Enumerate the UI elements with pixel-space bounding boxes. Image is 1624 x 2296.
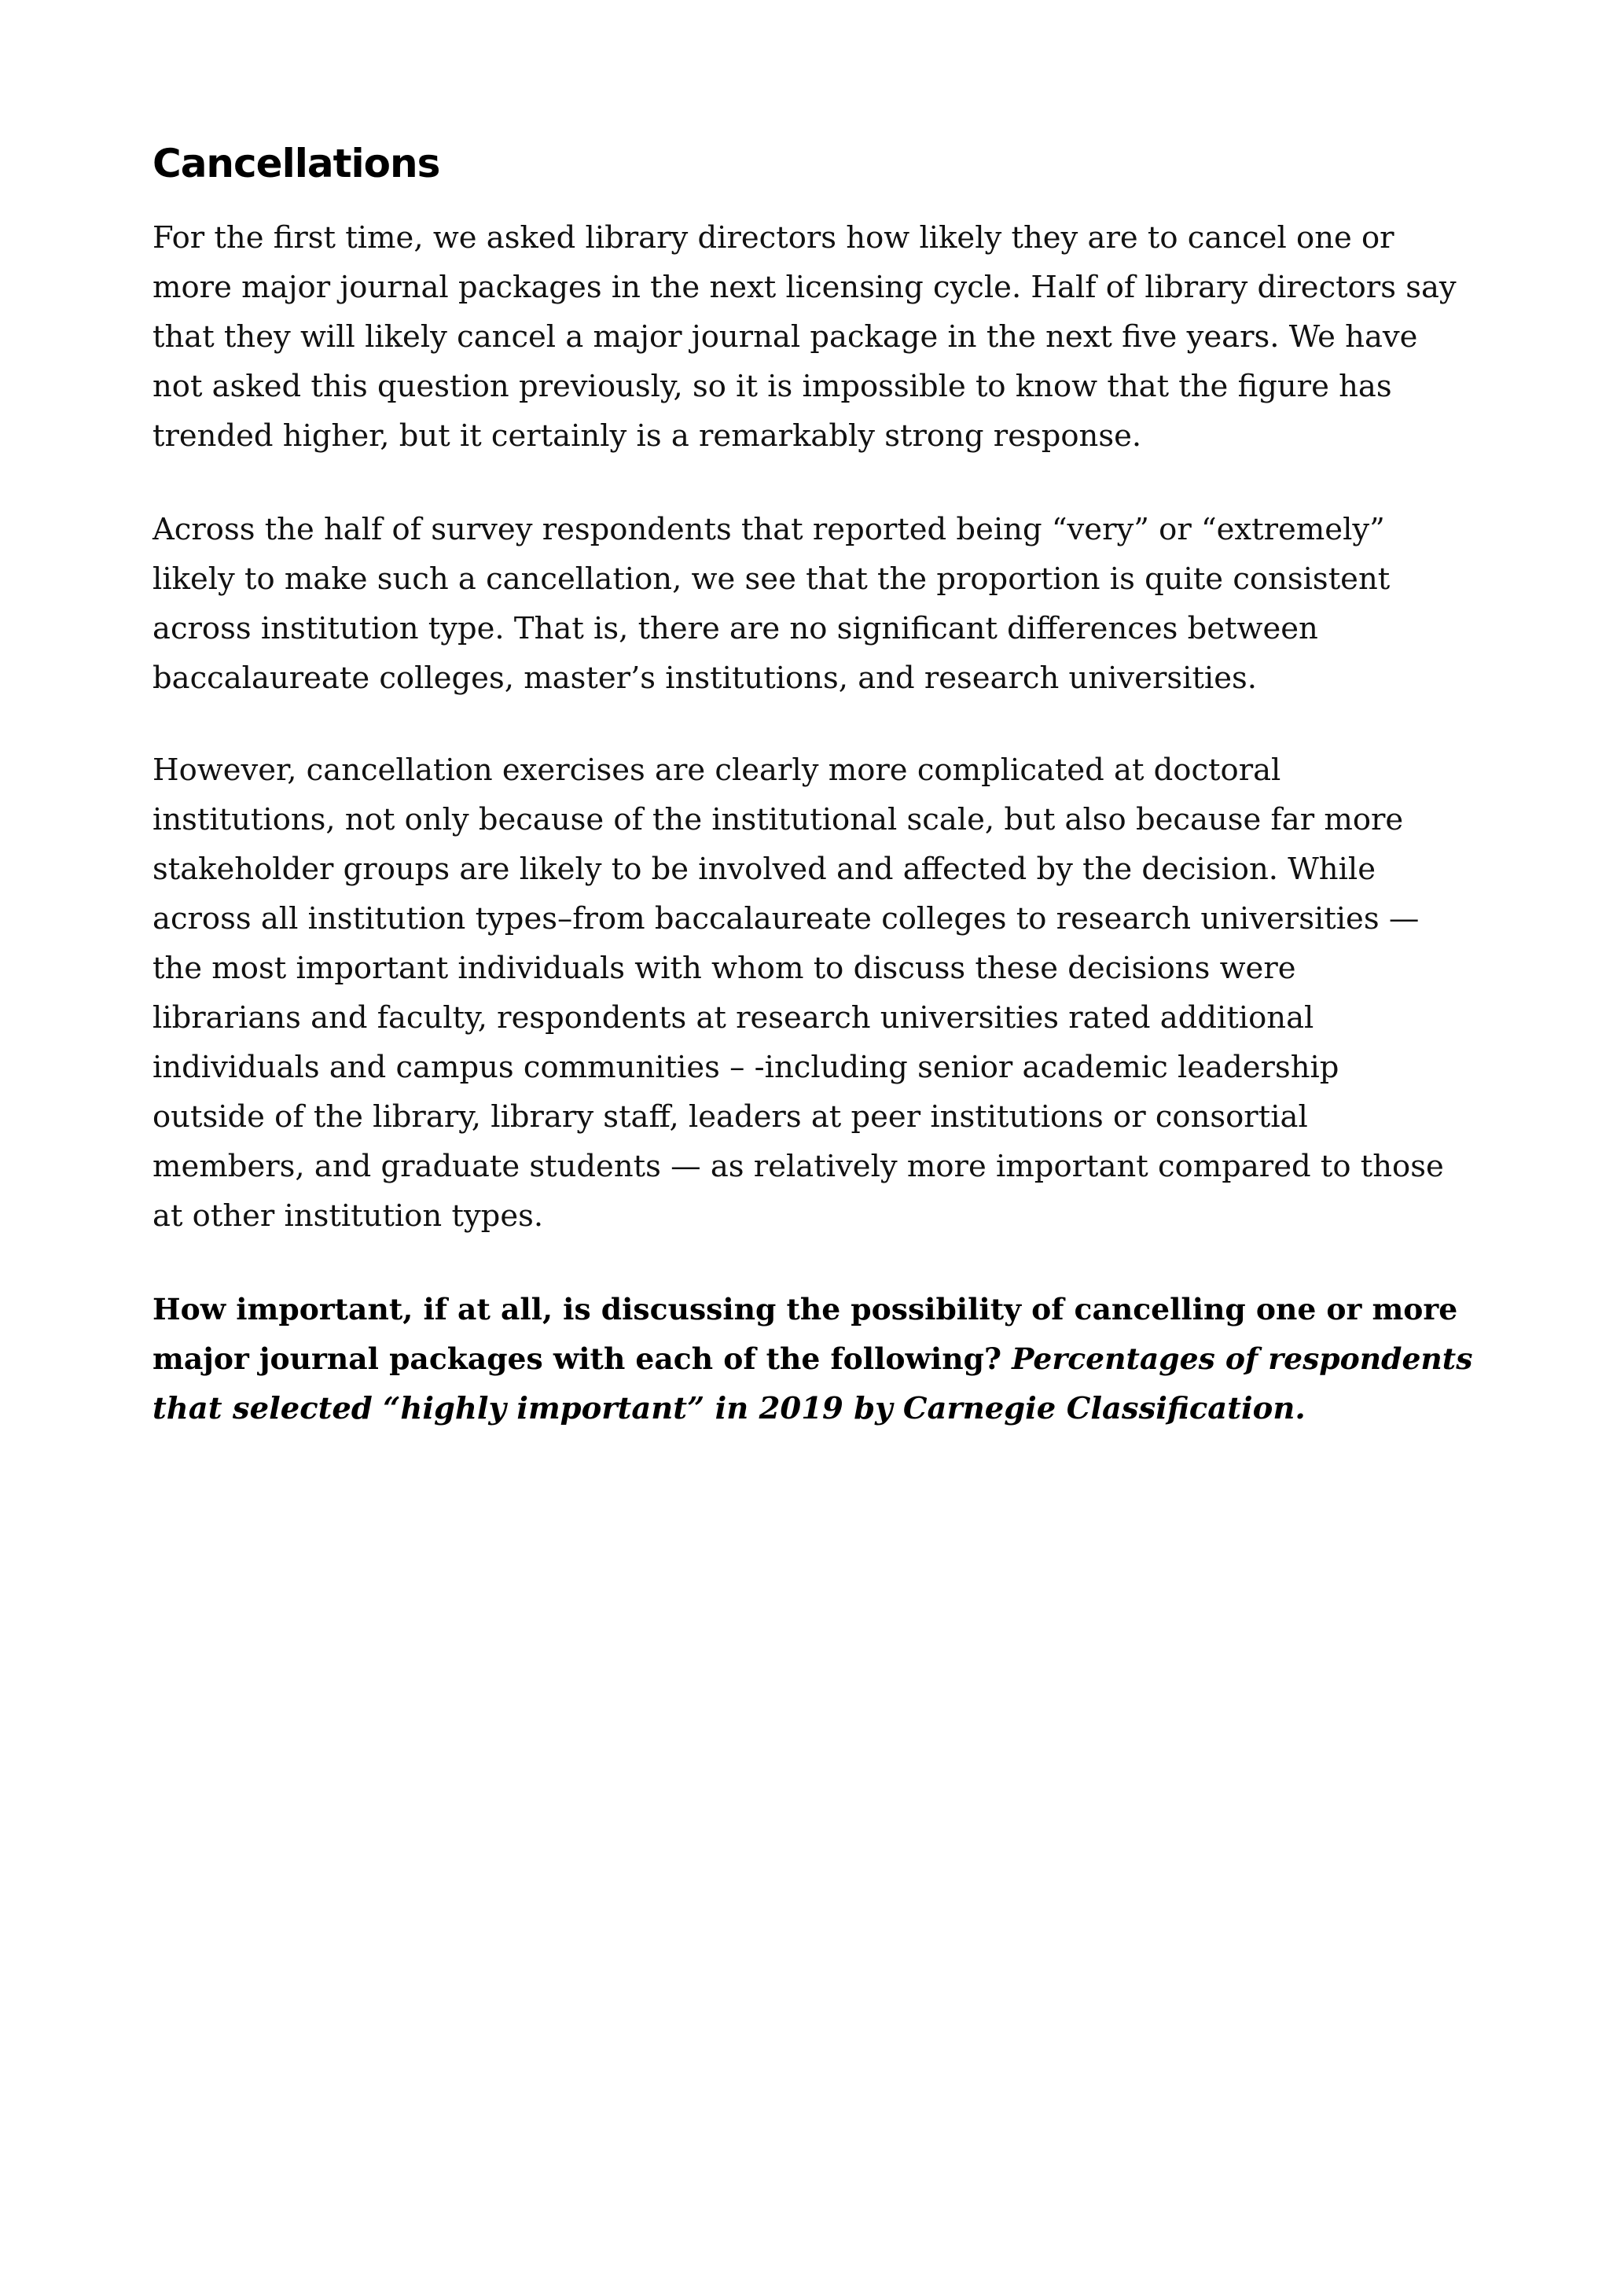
text-line: individuals and campus communities – -including senior academic leadership: [152, 1050, 1339, 1085]
text-line: outside of the library, library staff, leaders at peer institutions or consortial: [152, 1099, 1308, 1135]
text-line: institutions, not only because of the institutional scale, but also because far more: [152, 802, 1404, 837]
text-line: likely to make such a cancellation, we see that the proportion is quite consistent: [152, 561, 1391, 597]
caption-note-start: Percentages of respondents: [1012, 1341, 1473, 1376]
text-line: librarians and faculty, respondents at research universities rated additional: [152, 1000, 1314, 1036]
section-heading: Cancellations: [152, 141, 440, 186]
text-line: For the first time, we asked library directors how likely they are to cancel one or: [152, 220, 1394, 256]
text-line: However, cancellation exercises are clearly more complicated at doctoral: [152, 752, 1281, 788]
text-line: members, and graduate students — as relatively more important compared to those: [152, 1149, 1444, 1184]
text-line: across institution type. That is, there are no significant differences between: [152, 611, 1318, 646]
paragraph-1: [152, 213, 1457, 461]
text-line: baccalaureate colleges, master’s institutions, and research universities.: [152, 660, 1258, 696]
text-line: not asked this question previously, so it is impossible to know that the figure has: [152, 369, 1392, 404]
paragraph-3: [152, 745, 1444, 1241]
text-line: the most important individuals with whom to discuss these decisions were: [152, 951, 1296, 986]
caption-question-line: How important, if at all, is discussing the possibility of cancelling one or more: [152, 1292, 1458, 1326]
text-line: trended higher, but it certainly is a remarkably strong response.: [152, 418, 1142, 454]
text-line: Across the half of survey respondents that reported being “very” or “extremely”: [152, 512, 1385, 547]
figure-caption: [152, 1285, 1472, 1433]
caption-line-2: [152, 1334, 1472, 1384]
text-line: more major journal packages in the next licensing cycle. Half of library directors say: [152, 270, 1457, 305]
text-line: that they will likely cancel a major journal package in the next five years. We have: [152, 319, 1418, 355]
text-line: at other institution types.: [152, 1198, 544, 1234]
text-line: across all institution types–from baccalaureate colleges to research universities —: [152, 901, 1420, 936]
text-line: stakeholder groups are likely to be involved and affected by the decision. While: [152, 852, 1376, 887]
paragraph-2: [152, 505, 1390, 703]
caption-question-end: major journal packages with each of the following?: [152, 1341, 1012, 1376]
caption-note-line: that selected “highly important” in 2019 by Carnegie Classification.: [152, 1391, 1306, 1426]
